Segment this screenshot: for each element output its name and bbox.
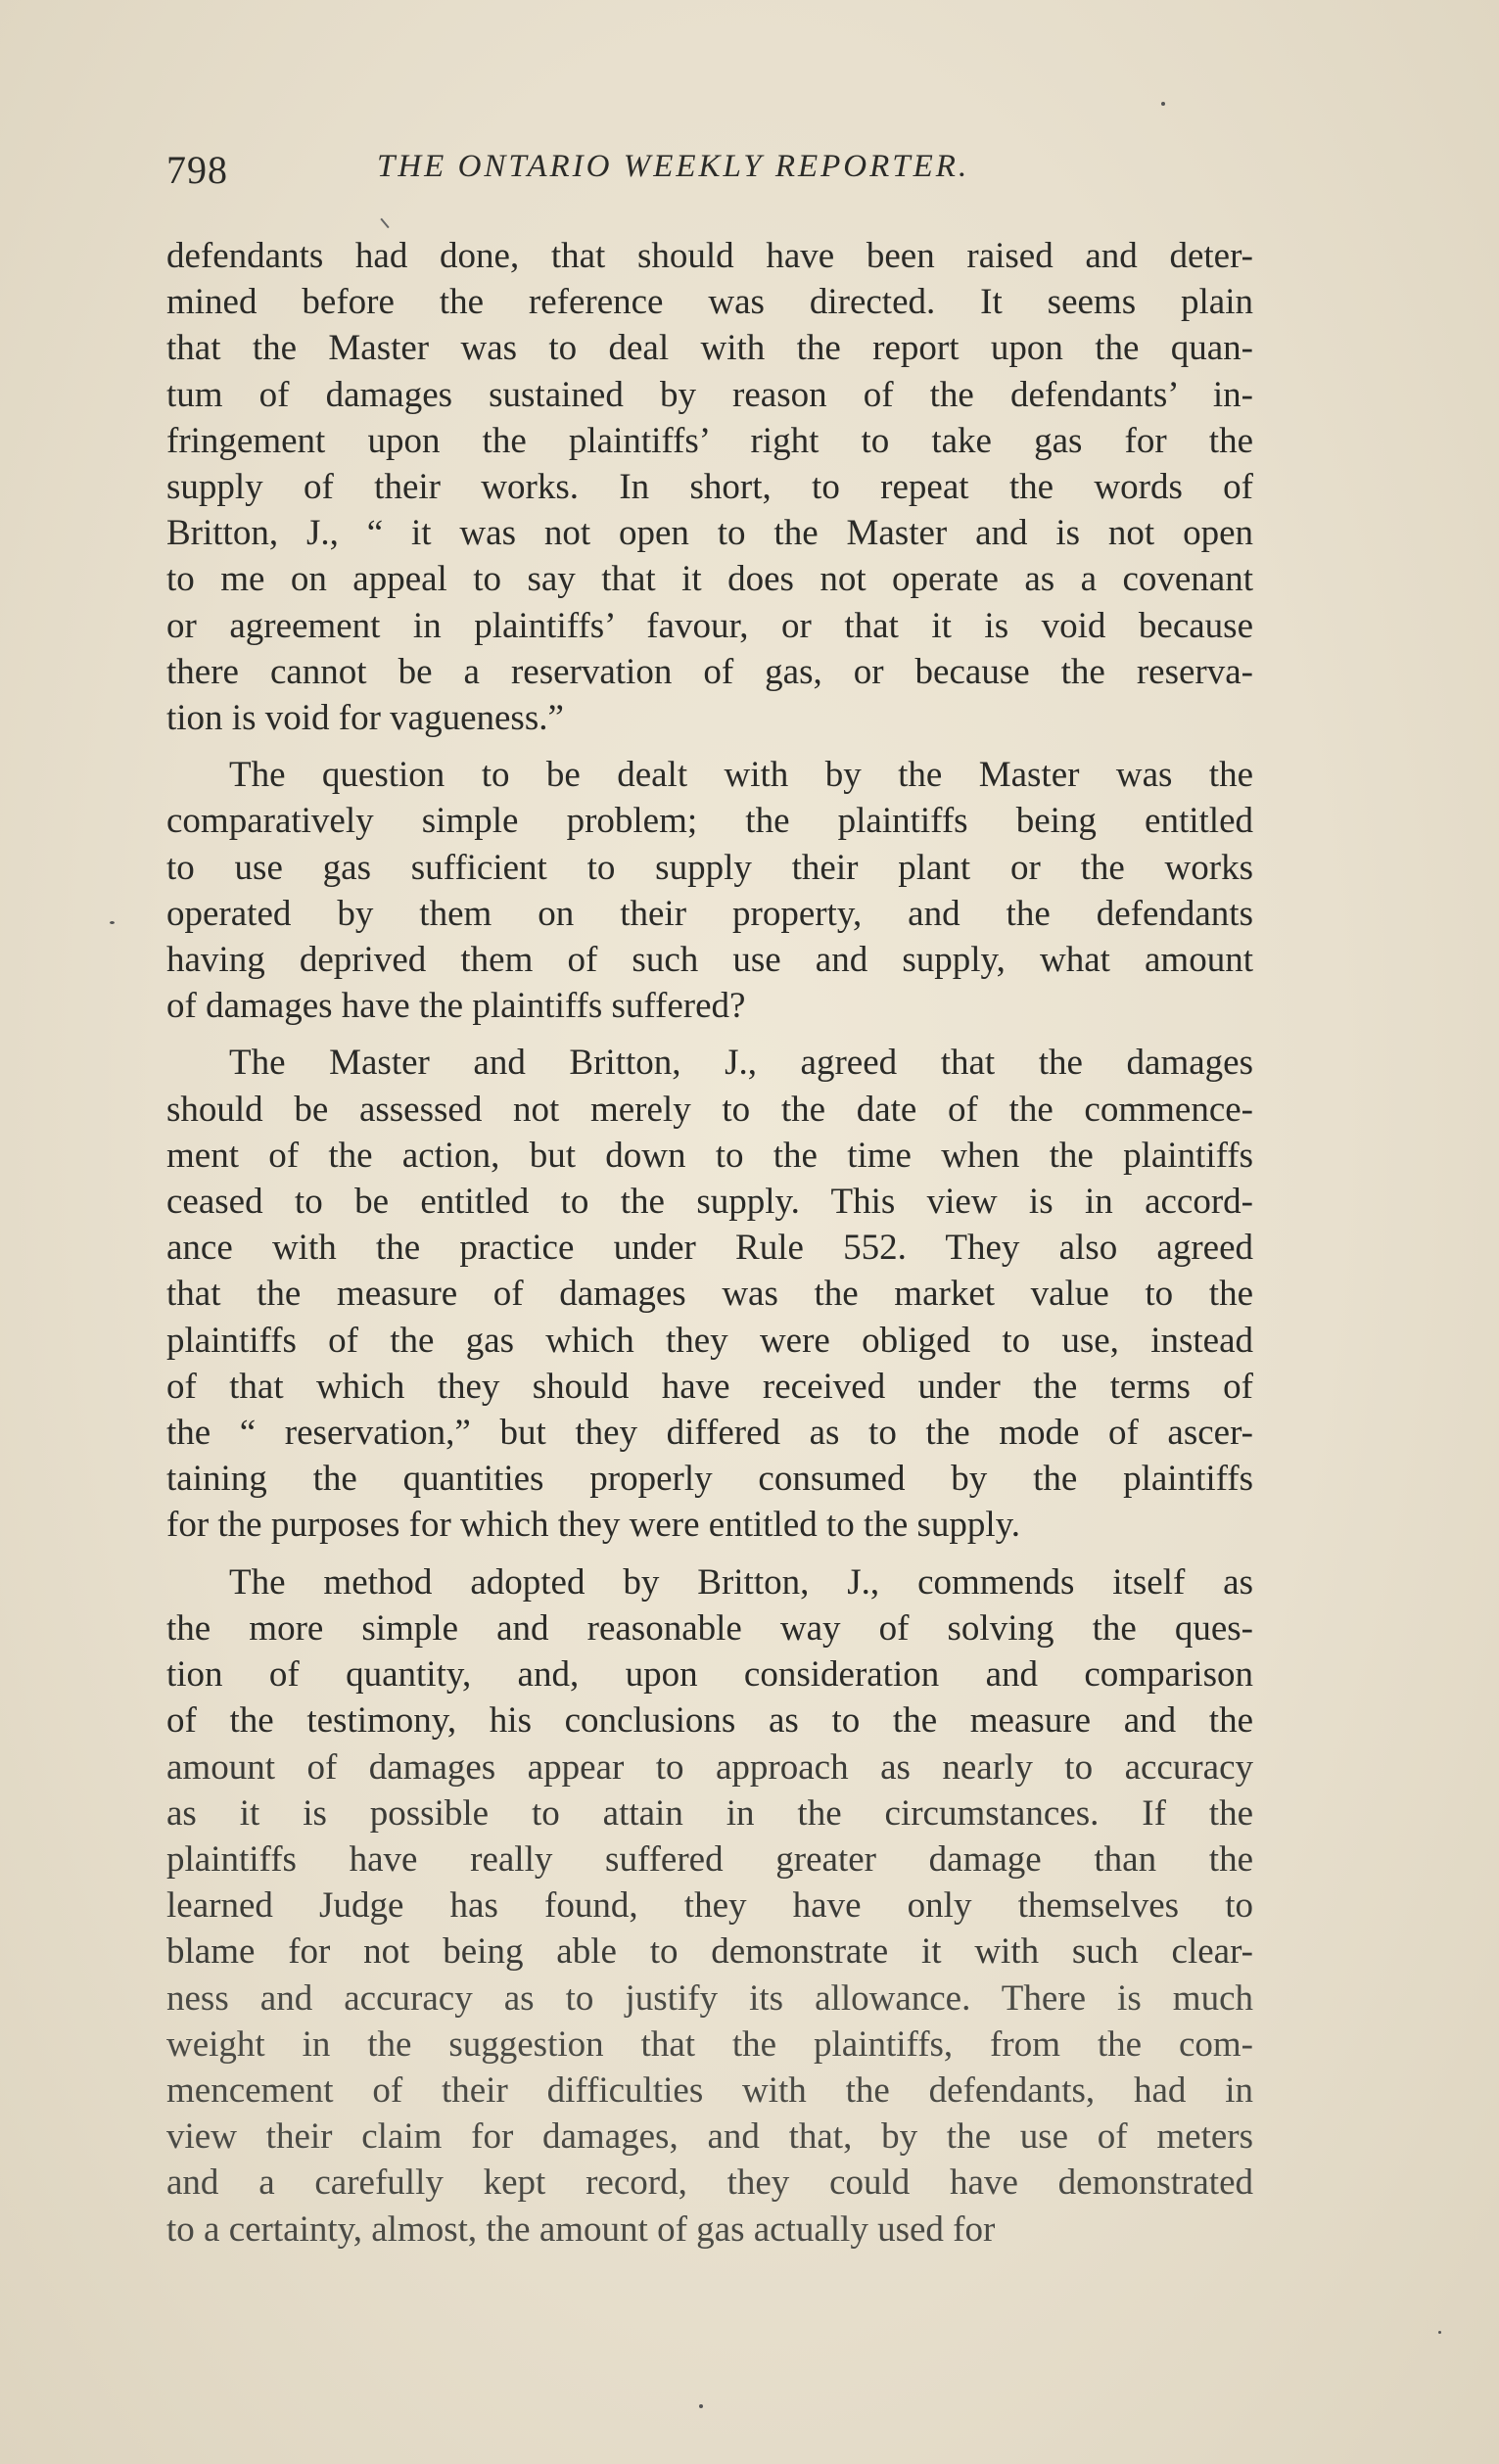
text-line: for the purposes for which they were entitled to the supply. (166, 1505, 1021, 1546)
text-line: learned Judge has found, they have only themselves to (166, 1885, 1253, 1927)
paragraph (166, 752, 1253, 1029)
text-line: Britton, J., “ it was not open to the Master and is not open (166, 513, 1253, 554)
text-line: operated by them on their property, and the defendants (166, 893, 1253, 934)
text-line: or agreement in plaintiffs’ favour, or that it is void because (166, 605, 1253, 646)
text-line: The method adopted by Britton, J., commends itself as (229, 1561, 1253, 1603)
text-line: the “ reservation,” but they differed as to the mode of ascer- (166, 1413, 1253, 1454)
text-line: that the measure of damages was the market value to the (166, 1274, 1253, 1315)
text-line: of that which they should have received under the terms of (166, 1366, 1253, 1407)
text-line: taining the quantities properly consumed by the plaintiffs (166, 1459, 1253, 1500)
page-number: 798 (166, 148, 228, 192)
text-line: tum of damages sustained by reason of the defendants’ in- (166, 374, 1253, 415)
text-line: that the Master was to deal with the report upon the quan- (166, 328, 1253, 369)
text-line: should be assessed not merely to the date of the commence- (166, 1089, 1253, 1130)
text-line: ness and accuracy as to justify its allowance. There is much (166, 1977, 1253, 2019)
text-line: as it is possible to attain in the circumstances. If the (166, 1792, 1253, 1834)
text-line: having deprived them of such use and supply, what amount (166, 940, 1253, 981)
paragraph (166, 233, 1253, 741)
paper-speck (110, 921, 115, 924)
paper-speck (1161, 102, 1165, 106)
running-title: THE ONTARIO WEEKLY REPORTER. (377, 149, 970, 184)
text-line: The question to be dealt with by the Master was the (229, 755, 1253, 796)
text-line: tion is void for vagueness.” (166, 698, 564, 739)
text-line: ance with the practice under Rule 552. They also agreed (166, 1228, 1253, 1269)
body-text (166, 233, 1253, 2263)
text-line: mencement of their difficulties with the defendants, had in (166, 2069, 1253, 2111)
text-line: and a carefully kept record, they could have demonstrated (166, 2162, 1253, 2204)
ink-mark (380, 218, 389, 228)
text-line: of damages have the plaintiffs suffered? (166, 986, 746, 1027)
text-line: weight in the suggestion that the plaintiffs, from the com- (166, 2023, 1253, 2065)
text-line: ment of the action, but down to the time when the plaintiffs (166, 1135, 1253, 1176)
text-line: supply of their works. In short, to repeat the words of (166, 467, 1253, 508)
text-line: amount of damages appear to approach as nearly to accuracy (166, 1746, 1253, 1788)
text-line: view their claim for damages, and that, by the use of meters (166, 2116, 1253, 2158)
text-line: to a certainty, almost, the amount of gas actually used for (166, 2208, 996, 2250)
text-line: defendants had done, that should have been raised and deter- (166, 236, 1253, 276)
text-line: of the testimony, his conclusions as to the measure and the (166, 1700, 1253, 1742)
text-line: fringement upon the plaintiffs’ right to take gas for the (166, 420, 1253, 461)
paragraph (166, 1040, 1253, 1548)
text-line: blame for not being able to demonstrate it with such clear- (166, 1931, 1253, 1973)
text-line: plaintiffs have really suffered greater damage than the (166, 1838, 1253, 1880)
paper-speck (699, 2404, 703, 2408)
page-header (166, 147, 1253, 206)
text-line: plaintiffs of the gas which they were obliged to use, instead (166, 1320, 1253, 1361)
text-line: to me on appeal to say that it does not operate as a covenant (166, 559, 1253, 600)
text-line: the more simple and reasonable way of solving the ques- (166, 1607, 1253, 1649)
text-line: there cannot be a reservation of gas, or because the reserva- (166, 651, 1253, 692)
text-line: ceased to be entitled to the supply. This view is in accord- (166, 1182, 1253, 1223)
text-line: mined before the reference was directed. It seems plain (166, 282, 1253, 323)
text-line: comparatively simple problem; the plaintiffs being entitled (166, 801, 1253, 842)
paper-speck (1438, 2331, 1441, 2334)
text-line: to use gas sufficient to supply their plant or the works (166, 847, 1253, 888)
text-line: The Master and Britton, J., agreed that the damages (229, 1043, 1253, 1084)
text-line: tion of quantity, and, upon consideration and comparison (166, 1654, 1253, 1696)
paragraph (166, 1559, 1253, 2253)
